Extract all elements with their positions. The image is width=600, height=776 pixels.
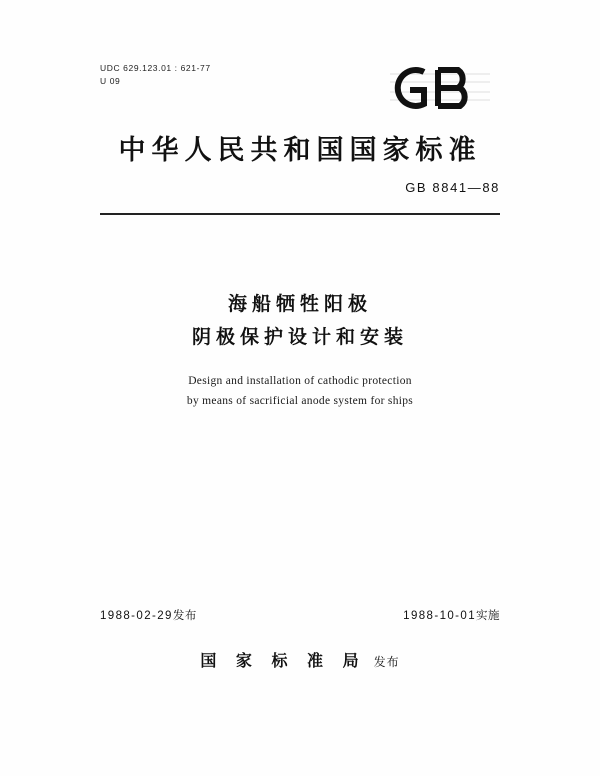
subject-en-line-2: by means of sacrificial anode system for ships [186,395,414,408]
publisher-verb: 发布 [373,655,400,669]
subject-title-en [0,371,600,411]
header-divider [100,213,500,215]
subject-title-line-2: 阴极保护设计和安装 [191,326,408,349]
issue-date-block [100,607,197,623]
udc-classification-block [100,62,211,88]
page-title: 中华人民共和国国家标准 [118,135,482,166]
udc-line-2: U 09 [100,75,121,86]
issue-date: 1988-02-29 [100,610,173,622]
gb-emblem-icon [380,62,500,114]
udc-line-1: UDC 629.123.01 : 621-77 [100,63,211,73]
effective-label: 实施 [476,608,500,622]
issue-label: 发布 [172,608,197,622]
subject-title-cn [0,288,600,355]
publisher-name: 国 家 标 准 局 [200,651,366,670]
publisher-block [0,648,600,671]
standard-number: GB 8841—88 [405,180,500,195]
subject-title-line-1: 海船牺牲阳极 [227,293,372,315]
effective-date: 1988-10-01 [403,610,476,622]
effective-date-block [403,607,500,623]
subject-en-line-1: Design and installation of cathodic protection [188,375,412,387]
